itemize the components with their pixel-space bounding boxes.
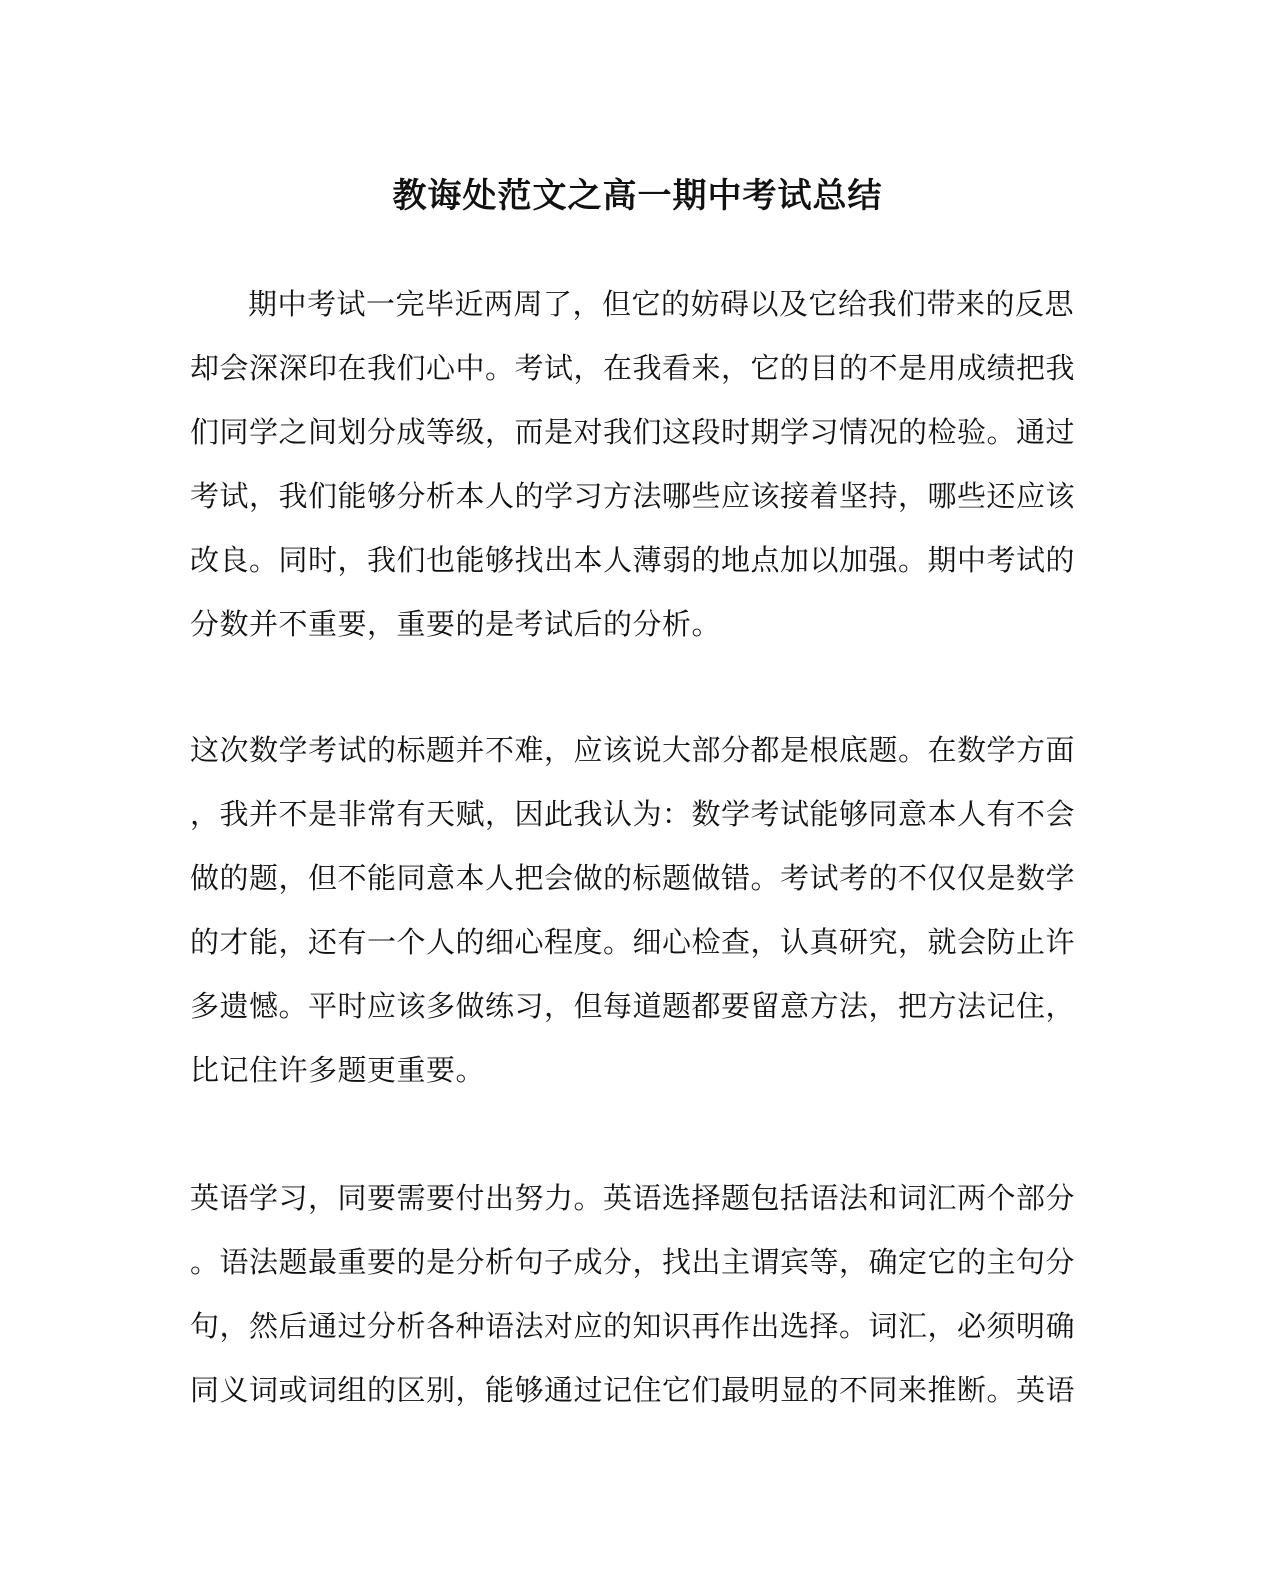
paragraph-line: 句，然后通过分析各种语法对应的知识再作出选择。词汇，必须明确 [190, 1309, 1076, 1343]
paragraph-line: 。语法题最重要的是分析句子成分，找出主谓宾等，确定它的主句分 [190, 1245, 1076, 1279]
paragraph-line: 比记住许多题更重要。 [190, 1053, 486, 1087]
paragraph-line: 英语学习，同要需要付出努力。英语选择题包括语法和词汇两个部分 [190, 1181, 1076, 1215]
paragraph-line: 的才能，还有一个人的细心程度。细心检查，认真研究，就会防止许 [190, 925, 1076, 959]
document-title: 教诲处范文之高一期中考试总结 [392, 176, 883, 216]
paragraph-line: 却会深深印在我们心中。考试，在我看来，它的目的不是用成绩把我 [190, 351, 1076, 385]
paragraph-line: 考试，我们能够分析本人的学习方法哪些应该接着坚持，哪些还应该 [190, 479, 1076, 513]
paragraph-line: 分数并不重要，重要的是考试后的分析。 [190, 607, 722, 641]
paragraph-exam-reflection [190, 272, 1076, 656]
paragraph-line: 改良。同时，我们也能够找出本人薄弱的地点加以加强。期中考试的 [190, 543, 1076, 577]
paragraph-line: 同义词或词组的区别，能够通过记住它们最明显的不同来推断。英语 [190, 1373, 1076, 1407]
paragraph-line: 这次数学考试的标题并不难，应该说大部分都是根底题。在数学方面 [190, 733, 1076, 767]
paragraph-line: 们同学之间划分成等级，而是对我们这段时期学习情况的检验。通过 [190, 415, 1076, 449]
paragraph-line: ，我并不是非常有天赋，因此我认为：数学考试能够同意本人有不会 [190, 797, 1076, 831]
paragraph-english [190, 1166, 1076, 1422]
paragraph-line: 多遗憾。平时应该多做练习，但每道题都要留意方法，把方法记住， [190, 989, 1076, 1023]
paragraph-line: 期中考试一完毕近两周了，但它的妨碍以及它给我们带来的反思 [248, 287, 1075, 321]
paragraph-math [190, 718, 1076, 1102]
paragraph-line: 做的题，但不能同意本人把会做的标题做错。考试考的不仅仅是数学 [190, 861, 1076, 895]
